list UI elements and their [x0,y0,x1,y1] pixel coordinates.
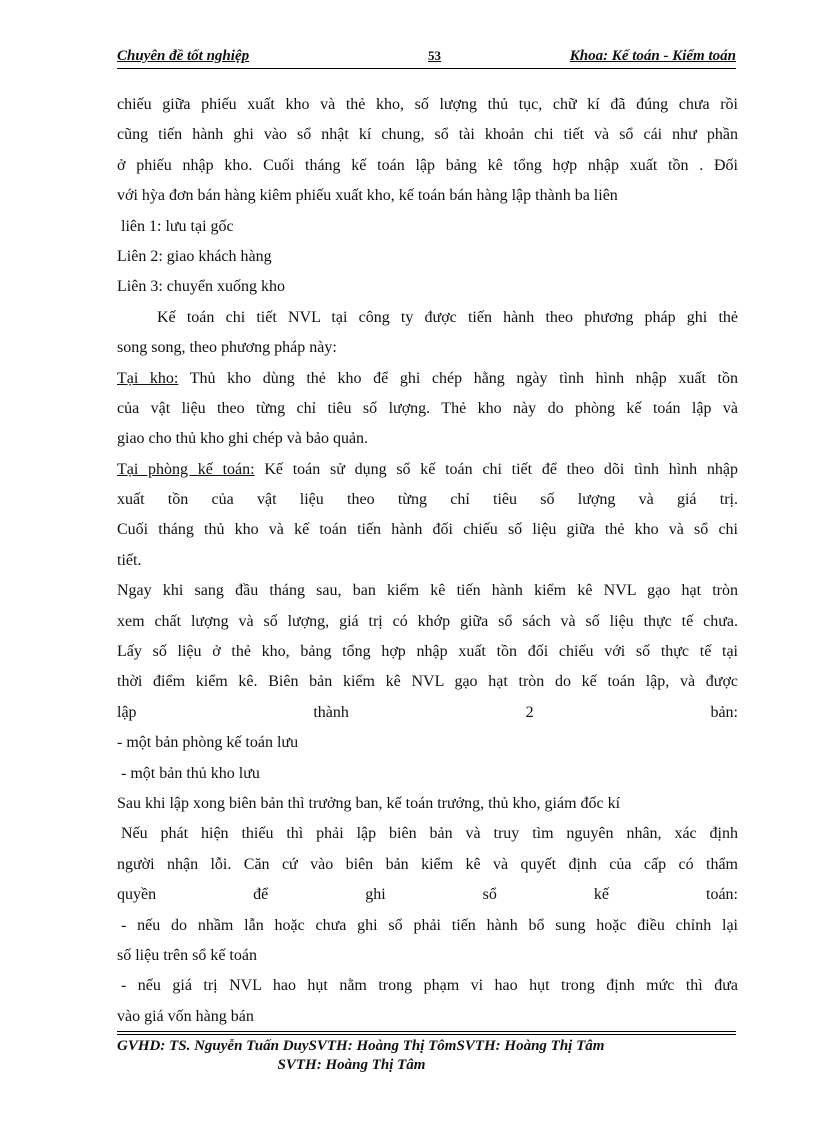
text-line: lập thành 2 bản: [117,703,738,721]
text-line: số liệu trên sổ kế toán [117,946,257,964]
page-header [117,46,736,68]
text-line: song song, theo phương pháp này: [117,339,337,357]
page-footer [117,1037,736,1075]
text-line: Liên 3: chuyển xuống kho [117,278,285,296]
footer-authors: GVHD: TS. Nguyễn Tuấn DuySVTH: Hoàng Thị TômSVTH: Hoàng Thị Tâm [117,1038,605,1054]
text-run: Thủ kho dùng thẻ kho để ghi chép hằng ngày tình hình nhập xuất tồn [178,369,739,387]
text-line: xuất tồn của vật liệu theo từng chỉ tiêu số lượng và giá trị. [117,491,738,509]
text-line: - một bản thủ kho lưu [121,764,260,782]
text-line: với hỳa đơn bán hàng kiêm phiếu xuất kho, kế toán bán hàng lập thành ba liên [117,187,618,205]
text-line: tiết. [117,551,142,569]
text-line: - nếu giá trị NVL hao hụt nằm trong phạm vi hao hụt trong định mức thì đưa [121,977,738,995]
text-line: ở phiếu nhập kho. Cuối tháng kế toán lập bảng kê tổng hợp nhập xuất tồn . Đối [117,156,738,174]
text-line: Ngay khi sang đầu tháng sau, ban kiểm kê tiến hành kiểm kê NVL gạo hạt tròn [117,582,738,600]
footer-divider [117,1031,736,1032]
text-line: vào giá vốn hàng bán [117,1007,254,1025]
text-line: Sau khi lập xong biên bản thì trưởng ban, kế toán trưởng, thủ kho, giám đốc kí [117,794,621,812]
section-label-accounting: Tại phòng kế toán: [117,460,255,478]
text-line: cũng tiến hành ghi vào sổ nhật kí chung, sổ tài khoản chi tiết và sổ cái như phần [117,126,738,144]
text-line: Kế toán chi tiết NVL tại công ty được tiến hành theo phương pháp ghi thẻ [157,308,738,326]
text-line: liên 1: lưu tại gốc [121,217,234,235]
text-line: thời điểm kiểm kê. Biên bản kiểm kê NVL gạo hạt tròn do kế toán lập, và được [117,673,738,691]
text-line: - một bản phòng kế toán lưu [117,734,299,752]
text-line: Lấy số liệu ở thẻ kho, bảng tổng hợp nhập xuất tồn đối chiếu với số thực tế tại [117,643,738,661]
page-number: 53 [428,48,441,63]
text-line: Cuối tháng thủ kho và kế toán tiến hành đối chiếu số liệu giữa thẻ kho và sổ chi [117,521,738,539]
text-line [117,364,738,394]
text-run: Kế toán sử dụng sổ kế toán chi tiết để theo dõi tình hình nhập [254,460,738,478]
text-line: chiếu giữa phiếu xuất kho và thẻ kho, số lượng thủ tục, chữ kí đã đúng chưa rồi [117,96,738,113]
text-line: người nhận lỗi. Căn cứ vào biên bản kiểm kê và quyết định của cấp có thẩm [117,855,738,873]
text-line: Liên 2: giao khách hàng [117,247,272,265]
text-line: xem chất lượng và số lượng, giá trị có khớp giữa sổ sách và số liệu thực tế chưa. [117,612,738,630]
section-label-warehouse: Tại kho: [117,369,179,387]
footer-divider [117,1034,736,1035]
header-faculty: Khoa: Kế toán - Kiểm toán [569,48,736,64]
header-thesis-title: Chuyên đề tốt nghiệp [117,48,250,64]
footer-student: SVTH: Hoàng Thị Tâm [277,1057,426,1073]
text-line [117,455,738,485]
text-line: giao cho thủ kho ghi chép và bảo quản. [117,430,369,448]
body-text [117,90,738,1032]
header-divider [117,68,736,69]
text-line: Nếu phát hiện thiếu thì phải lập biên bản và truy tìm nguyên nhân, xác định [121,825,738,843]
text-line: - nếu do nhầm lẫn hoặc chưa ghi sổ phải tiến hành bổ sung hoặc điều chỉnh lại [121,916,738,934]
text-line: của vật liệu theo từng chỉ tiêu số lượng. Thẻ kho này do phòng kế toán lập và [117,399,738,417]
text-line: quyền để ghi sổ kế toán: [117,886,738,904]
